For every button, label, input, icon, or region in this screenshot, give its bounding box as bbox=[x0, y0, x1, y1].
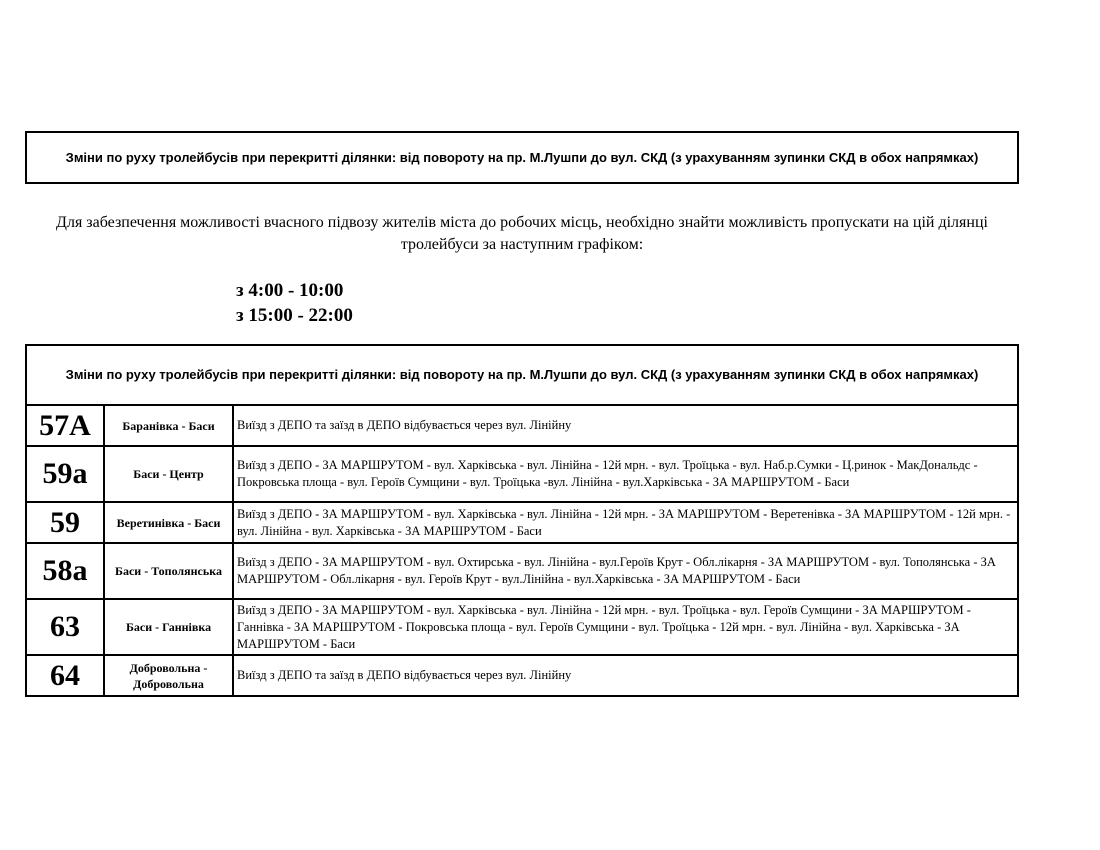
route-number: 63 bbox=[26, 599, 104, 655]
table-row bbox=[26, 599, 1018, 655]
route-name: Баранівка - Баси bbox=[104, 405, 233, 446]
route-name: Баси - Центр bbox=[104, 446, 233, 502]
table-title: Зміни по руху тролейбусів при перекритті ділянки: від повороту на пр. М.Лушпи до вул. СКД (з урахуванням зупинки СКД в обох напрямках) bbox=[26, 345, 1018, 405]
route-number: 59 bbox=[26, 502, 104, 543]
table-row bbox=[26, 502, 1018, 543]
route-number: 57А bbox=[26, 405, 104, 446]
route-description: Виїзд з ДЕПО - ЗА МАРШРУТОМ - вул. Харківська - вул. Лінійна - 12й мрн. - вул. Троїцька - вул. Наб.р.Сумки - Ц.ринок - МакДональдс - Покровська площа - вул. Героїв Сумщини - вул. Троїцька -вул. Лінійна - вул.Харківська - ЗА МАРШРУТОМ - Баси bbox=[233, 446, 1018, 502]
notice-title-box bbox=[25, 131, 1019, 184]
route-name: Веретинівка - Баси bbox=[104, 502, 233, 543]
routes-table bbox=[25, 344, 1019, 697]
intro-paragraph: Для забезпечення можливості вчасного підвозу жителів міста до робочих місць, необхідно знайти можливість пропускати на цій ділянці тролейбуси за наступним графіком: bbox=[56, 214, 988, 253]
route-name: Добровольна - Добровольна bbox=[104, 655, 233, 696]
table-row bbox=[26, 405, 1018, 446]
route-description: Виїзд з ДЕПО - ЗА МАРШРУТОМ - вул. Харківська - вул. Лінійна - 12й мрн. - вул. Троїцька - вул. Героїв Сумщини - ЗА МАРШРУТОМ - Ганнівка - ЗА МАРШРУТОМ - Покровська площа - вул. Героїв Сумщини - вул. Троїцька - 12й мрн. - вул. Лінійна - вул. Харківська - ЗА МАРШРУТОМ - Баси bbox=[233, 599, 1018, 655]
schedule-time-evening: з 15:00 - 22:00 bbox=[236, 305, 353, 326]
table-row bbox=[26, 543, 1018, 599]
route-description: Виїзд з ДЕПО - ЗА МАРШРУТОМ - вул. Харківська - вул. Лінійна - 12й мрн. - ЗА МАРШРУТОМ - Веретенівка - ЗА МАРШРУТОМ - 12й мрн. - вул. Лінійна - вул. Харківська - ЗА МАРШРУТОМ - Баси bbox=[233, 502, 1018, 543]
schedule-time-morning: з 4:00 - 10:00 bbox=[236, 280, 344, 301]
route-description: Виїзд з ДЕПО - ЗА МАРШРУТОМ - вул. Охтирська - вул. Лінійна - вул.Героїв Крут - Обл.лікарня - ЗА МАРШРУТОМ - вул. Тополянська - ЗА МАРШРУТОМ - Обл.лікарня - вул. Героїв Крут - вул.Лінійна - вул.Харківська - ЗА МАРШРУТОМ - Баси bbox=[233, 543, 1018, 599]
route-number: 64 bbox=[26, 655, 104, 696]
table-row bbox=[26, 655, 1018, 696]
route-description: Виїзд з ДЕПО та заїзд в ДЕПО відбувається через вул. Лінійну bbox=[233, 655, 1018, 696]
table-row bbox=[26, 446, 1018, 502]
schedule-times bbox=[236, 278, 353, 328]
route-name: Баси - Ганнівка bbox=[104, 599, 233, 655]
route-number: 59а bbox=[26, 446, 104, 502]
route-description: Виїзд з ДЕПО та заїзд в ДЕПО відбувається через вул. Лінійну bbox=[233, 405, 1018, 446]
table-header-row bbox=[26, 345, 1018, 405]
route-number: 58а bbox=[26, 543, 104, 599]
notice-title: Зміни по руху тролейбусів при перекритті ділянки: від повороту на пр. М.Лушпи до вул. СКД (з урахуванням зупинки СКД в обох напрямках) bbox=[65, 149, 979, 165]
route-name: Баси - Тополянська bbox=[104, 543, 233, 599]
